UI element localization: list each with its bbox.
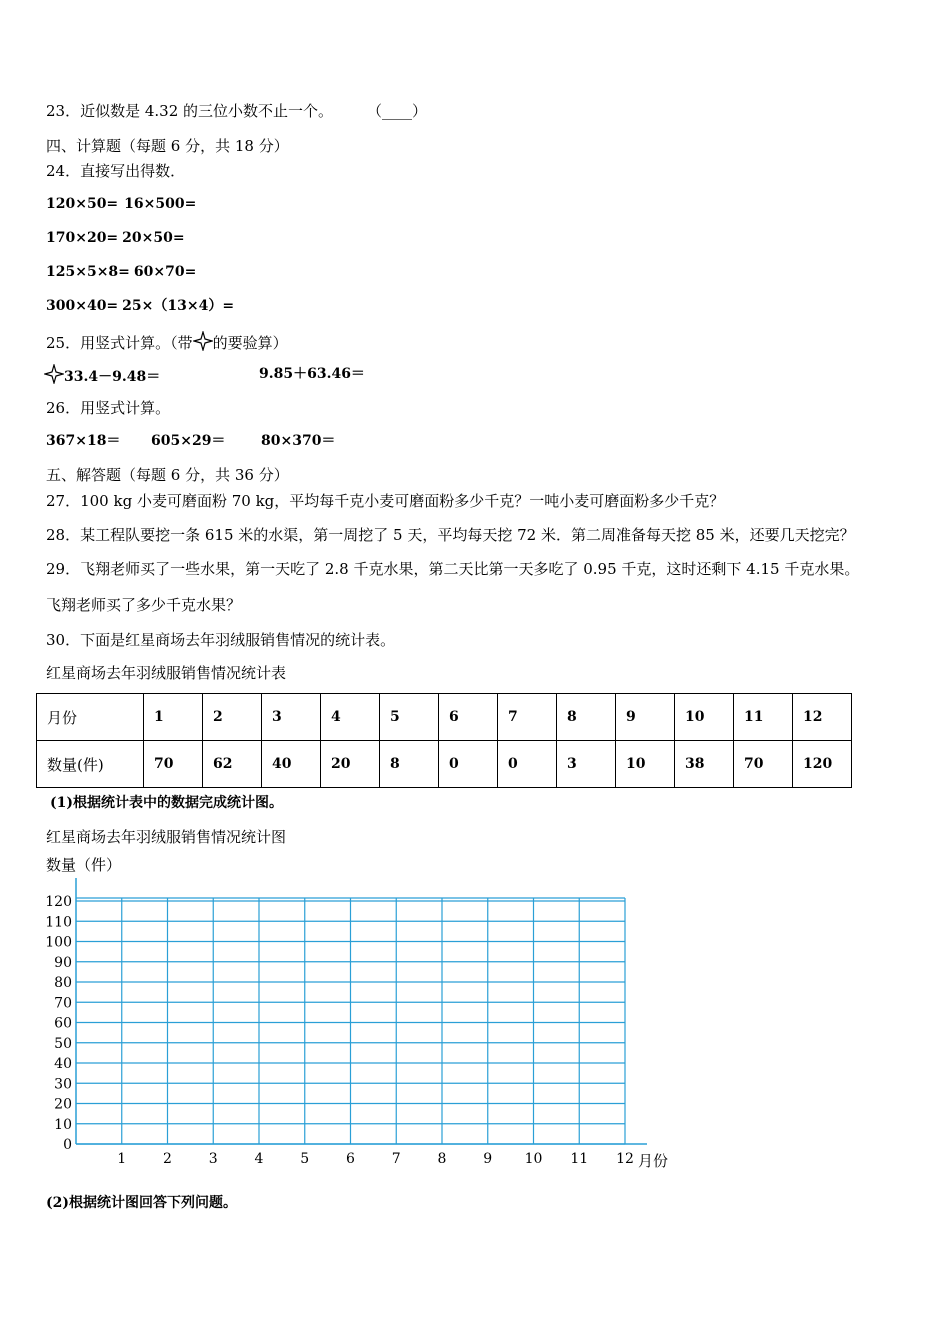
month-cell: 10 [675,694,734,741]
question-30-intro: 30．下面是红星商场去年羽绒服销售情况的统计表。 [46,631,396,649]
quantity-cell: 70 [144,741,203,788]
calc-row-3 [46,262,196,282]
month-cell: 9 [616,694,675,741]
calc-item: 25×（13×4）= [122,298,235,314]
sales-table [36,693,852,788]
question-26-title: 26．用竖式计算。 [46,399,171,417]
x-axis-label: 月份 [638,1152,669,1170]
calc-item: 120×50= [46,196,119,212]
table-row-quantities [37,741,852,788]
calc-25-1 [44,364,160,387]
month-cell: 2 [203,694,262,741]
calc-item: 300×40= [46,298,119,314]
y-axis-label: 数量（件） [46,856,122,874]
chart-labels [45,856,668,1170]
y-tick-label: 0 [63,1137,72,1153]
question-23 [46,101,427,121]
y-tick-label: 120 [45,894,72,910]
month-cell: 6 [439,694,498,741]
calc-26-1: 367×18＝ [46,433,121,449]
calc-item: 125×5×8= [46,264,130,280]
chart-title: 红星商场去年羽绒服销售情况统计图 [46,828,287,846]
y-tick-label: 50 [54,1035,72,1052]
calc-26-3: 80×370＝ [261,433,336,449]
y-tick-label: 80 [54,975,72,991]
month-cell: 8 [557,694,616,741]
x-tick-label: 11 [570,1151,589,1167]
x-tick-label: 7 [391,1151,401,1167]
star-icon [44,364,64,384]
month-cell: 1 [144,694,203,741]
table-row-months [37,694,852,741]
question-29-line-2: 飞翔老师买了多少千克水果？ [46,596,242,614]
sales-chart [30,855,690,1175]
calc-row-2 [46,228,185,248]
section-4-heading: 四、计算题（每题 6 分，共 18 分） [46,137,289,155]
row-label-month: 月份 [37,694,144,741]
y-tick-label: 20 [54,1096,72,1113]
month-cell: 7 [498,694,557,741]
quantity-cell: 8 [380,741,439,788]
calc-row-4 [46,296,234,316]
x-tick-label: 5 [300,1151,310,1167]
x-tick-label: 2 [163,1151,172,1167]
question-25-text-post: 的要验算） [212,334,288,352]
section-5-heading: 五、解答题（每题 6 分，共 36 分） [46,466,289,484]
y-tick-label: 70 [54,995,72,1012]
question-27: 27．100 kg 小麦可磨面粉 70 kg，平均每千克小麦可磨面粉多少千克？一吨小麦可磨面粉多少千克？ [46,492,725,510]
y-tick-label: 30 [54,1076,72,1093]
calc-25-2: 9.85＋63.46＝ [259,366,365,382]
month-cell: 11 [734,694,793,741]
star-icon [193,331,213,351]
quantity-cell: 120 [793,741,852,788]
month-cell: 3 [262,694,321,741]
question-25-title [46,331,288,353]
calc-item: 33.4－9.48＝ [64,369,161,385]
x-tick-label: 8 [437,1151,447,1167]
x-tick-label: 1 [117,1151,127,1167]
calc-26-2: 605×29＝ [151,433,226,449]
x-tick-label: 12 [616,1151,634,1167]
x-tick-label: 6 [346,1151,355,1167]
y-tick-label: 100 [45,934,72,951]
table-title: 红星商场去年羽绒服销售情况统计表 [46,664,287,682]
x-tick-label: 9 [483,1151,493,1167]
month-cell: 4 [321,694,380,741]
y-tick-label: 10 [54,1116,72,1133]
quantity-cell: 0 [439,741,498,788]
quantity-cell: 0 [498,741,557,788]
calc-item: 20×50= [122,230,185,246]
quantity-cell: 10 [616,741,675,788]
y-tick-label: 40 [54,1056,72,1072]
row-label-quantity: 数量(件) [37,741,144,788]
question-25-text: 25．用竖式计算。（带 [46,334,193,352]
month-cell: 12 [793,694,852,741]
month-cell: 5 [380,694,439,741]
answer-blank: （____） [367,102,428,120]
x-tick-label: 4 [254,1151,264,1167]
question-24-title: 24．直接写出得数． [46,162,186,180]
quantity-cell: 62 [203,741,262,788]
calc-row-1 [46,194,196,214]
x-tick-label: 10 [524,1151,543,1167]
question-23-text: 23．近似数是 4.32 的三位小数不止一个。 [46,102,334,120]
y-tick-label: 110 [45,914,72,931]
part-1-instruction: (1)根据统计表中的数据完成统计图。 [50,795,283,811]
part-2-instruction: (2)根据统计图回答下列问题。 [46,1195,237,1211]
y-tick-label: 90 [54,954,72,971]
calc-item: 170×20= [46,230,119,246]
calc-item: 60×70= [133,264,197,280]
quantity-cell: 38 [675,741,734,788]
x-tick-label: 3 [208,1151,218,1167]
question-28: 28．某工程队要挖一条 615 米的水渠，第一周挖了 5 天，平均每天挖 72 米．第二周准备每天挖 85 米，还要几天挖完？ [46,526,855,544]
quantity-cell: 40 [262,741,321,788]
quantity-cell: 3 [557,741,616,788]
chart-grid [76,898,625,1144]
y-tick-label: 60 [54,1015,72,1032]
quantity-cell: 70 [734,741,793,788]
quantity-cell: 20 [321,741,380,788]
question-29-line-1: 29．飞翔老师买了一些水果，第一天吃了 2.8 千克水果，第二天比第一天多吃了 0.95 千克，这时还剩下 4.15 千克水果。 [46,560,860,578]
calc-item: 16×500= [124,196,197,212]
